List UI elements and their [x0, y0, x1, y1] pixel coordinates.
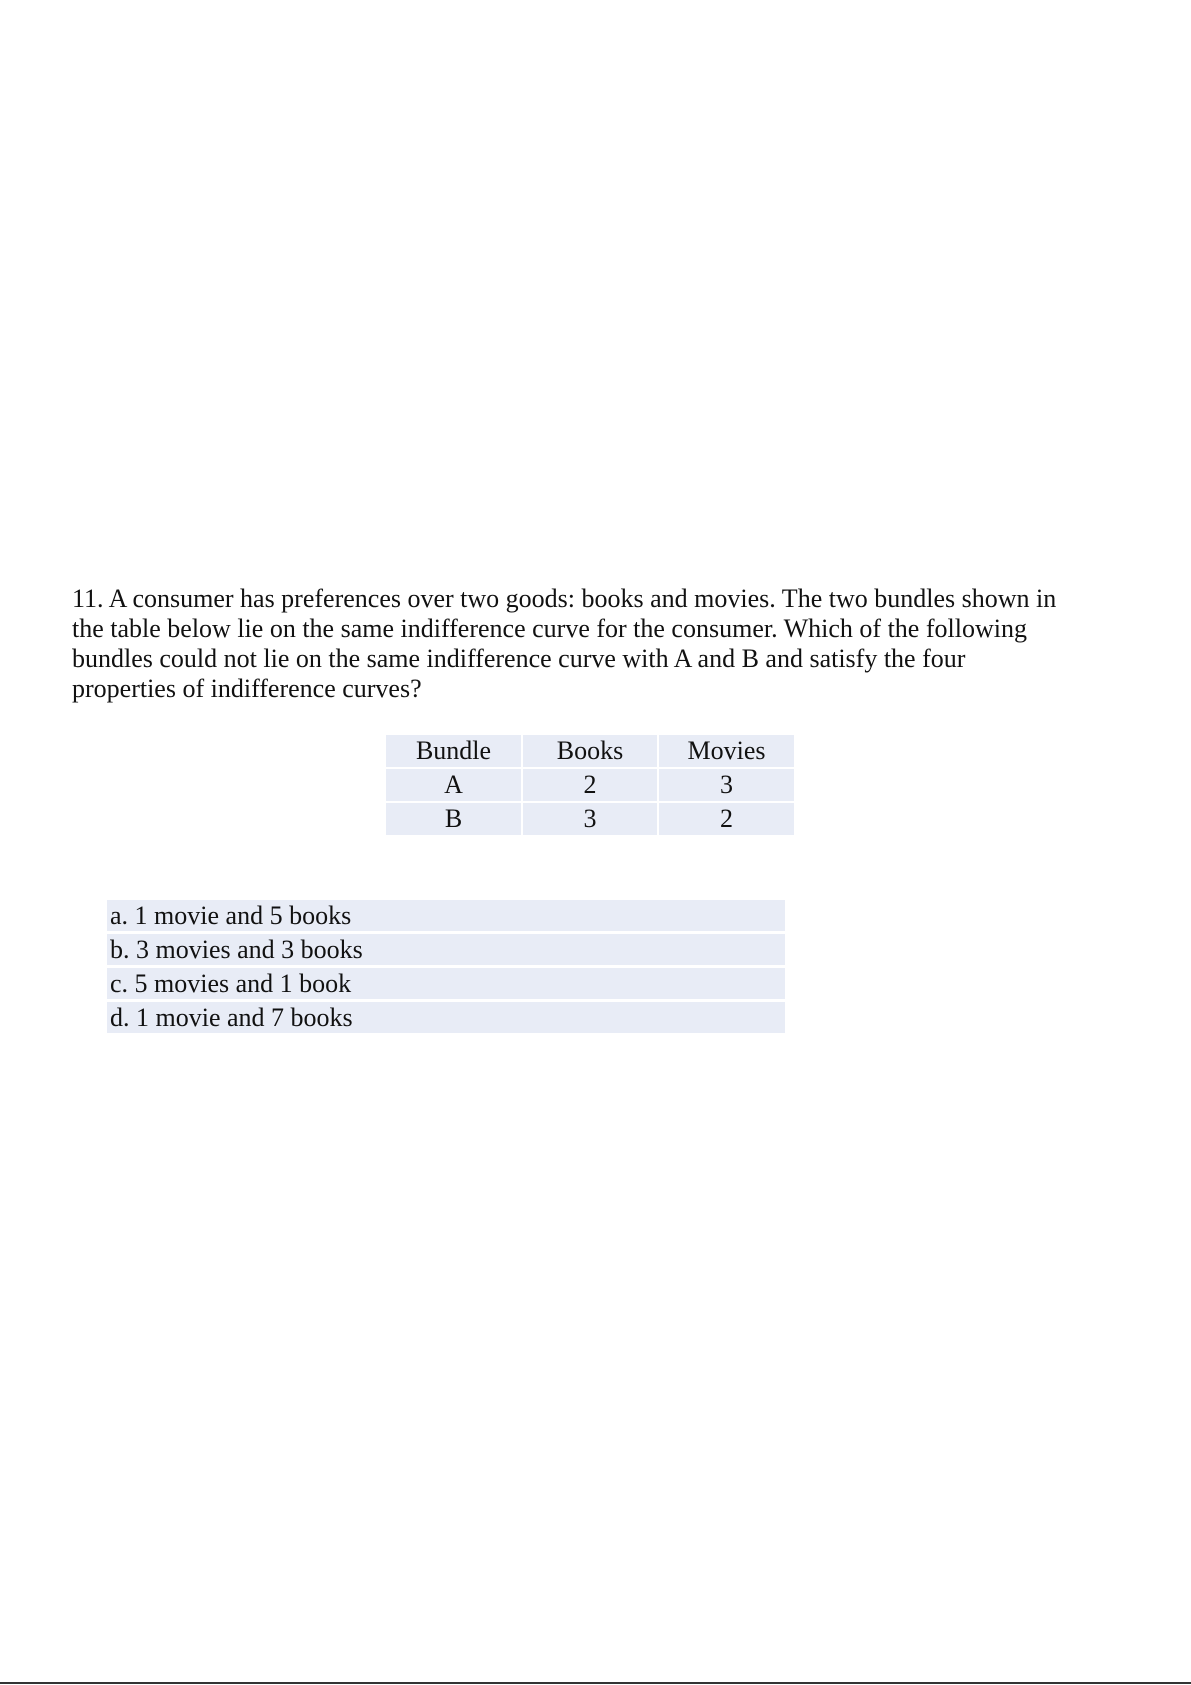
option-a: a. 1 movie and 5 books — [107, 900, 785, 931]
option-c: c. 5 movies and 1 book — [107, 968, 785, 999]
table-row — [386, 803, 794, 835]
question-text: 11. A consumer has preferences over two goods: books and movies. The two bundles shown in the table below lie on the same indifference curve for the consumer. Which of the following bundles could not lie on the same indifference curve with A and B and satisfy the four properties of indifference curves? — [72, 584, 1057, 703]
bundle-table — [384, 733, 796, 837]
cell-bundle: A — [386, 769, 521, 801]
option-b: b. 3 movies and 3 books — [107, 934, 785, 965]
cell-books: 3 — [523, 803, 657, 835]
table-row — [386, 769, 794, 801]
cell-movies: 3 — [659, 769, 794, 801]
page-bottom-divider — [0, 1682, 1191, 1684]
option-d: d. 1 movie and 7 books — [107, 1002, 785, 1033]
cell-bundle: B — [386, 803, 521, 835]
header-movies: Movies — [659, 735, 794, 767]
header-bundle: Bundle — [386, 735, 521, 767]
answer-options — [107, 900, 785, 1036]
cell-movies: 2 — [659, 803, 794, 835]
header-books: Books — [523, 735, 657, 767]
table-header-row — [386, 735, 794, 767]
cell-books: 2 — [523, 769, 657, 801]
